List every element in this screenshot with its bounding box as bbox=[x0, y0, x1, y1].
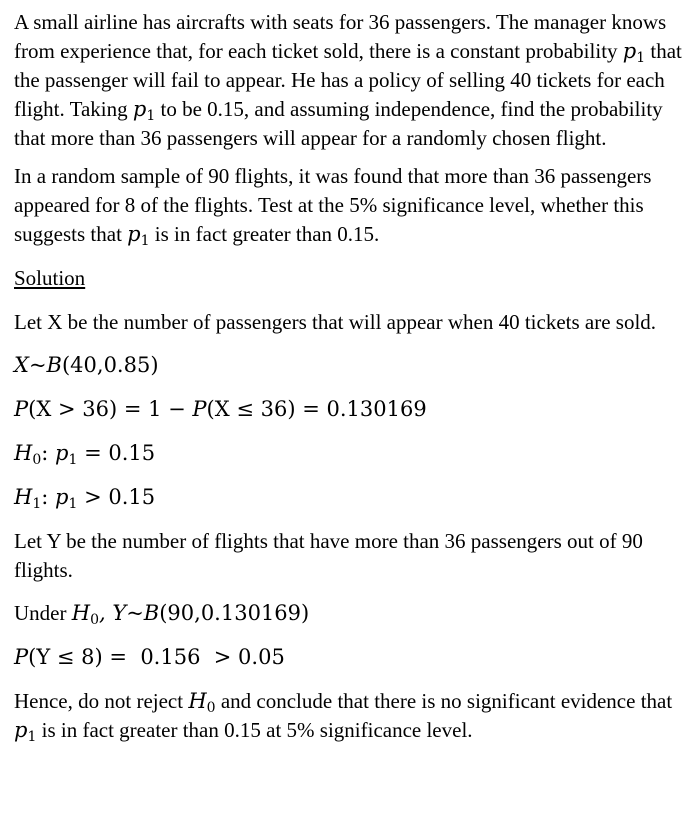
intro-text-1: A small airline has aircrafts with seats for 36 passengers. The manager knows from experience that, for each ticket sold, there is a constant probability bbox=[14, 10, 667, 63]
alternative-hypothesis: $H_1$: $p_1 > 0.15$ bbox=[14, 485, 156, 512]
solution-heading: Solution bbox=[14, 266, 86, 290]
let-x-paragraph: Let X be the number of passengers that will appear when 40 tickets are sold. bbox=[14, 310, 657, 334]
intro-text-3: to be 0.15, and assuming independence, find the probability that more than 36 passengers will appear for a randomly chosen flight. bbox=[14, 97, 663, 150]
under-h0-line: Under $H_0$, Y~B(90,0.130169) bbox=[14, 601, 310, 628]
sample-text-1: In a random sample of 90 flights, it was found that more than 36 passengers appeared for 8 of the flights. Test at the 5% significance level, whether this suggests that bbox=[14, 164, 652, 246]
p1-symbol: $p_1$ bbox=[127, 222, 150, 249]
problem-intro-paragraph bbox=[14, 8, 686, 153]
intro-text-2: that the passenger will fail to appear. He has a policy of selling 40 tickets for each flight. Taking bbox=[14, 39, 682, 121]
p1-symbol: $p_1$ bbox=[14, 718, 37, 745]
x-distribution: X~B(40,0.85) bbox=[14, 353, 159, 377]
sample-text-2: is in fact greater than 0.15. bbox=[149, 222, 380, 246]
probability-x-line: P(X > 36) = 1 − P(X ≤ 36) = 0.130169 bbox=[14, 397, 427, 421]
conclusion-paragraph: Hence, do not reject $H_0$ and conclude that there is no significant evidence that $p_1$ is in fact greater than 0.15 at 5% significance level. bbox=[14, 689, 673, 745]
probability-y-line: P(Y ≤ 8) = 0.156 > 0.05 bbox=[14, 645, 285, 669]
null-hypothesis: $H_0$: $p_1 = 0.15$ bbox=[14, 441, 156, 468]
sample-paragraph bbox=[14, 162, 686, 249]
document-body bbox=[14, 8, 686, 745]
p1-symbol: $p_1$ bbox=[622, 39, 646, 66]
p1-symbol: $p_1$ bbox=[132, 97, 156, 124]
let-y-paragraph: Let Y be the number of flights that have more than 36 passengers out of 90 flights. bbox=[14, 529, 643, 582]
